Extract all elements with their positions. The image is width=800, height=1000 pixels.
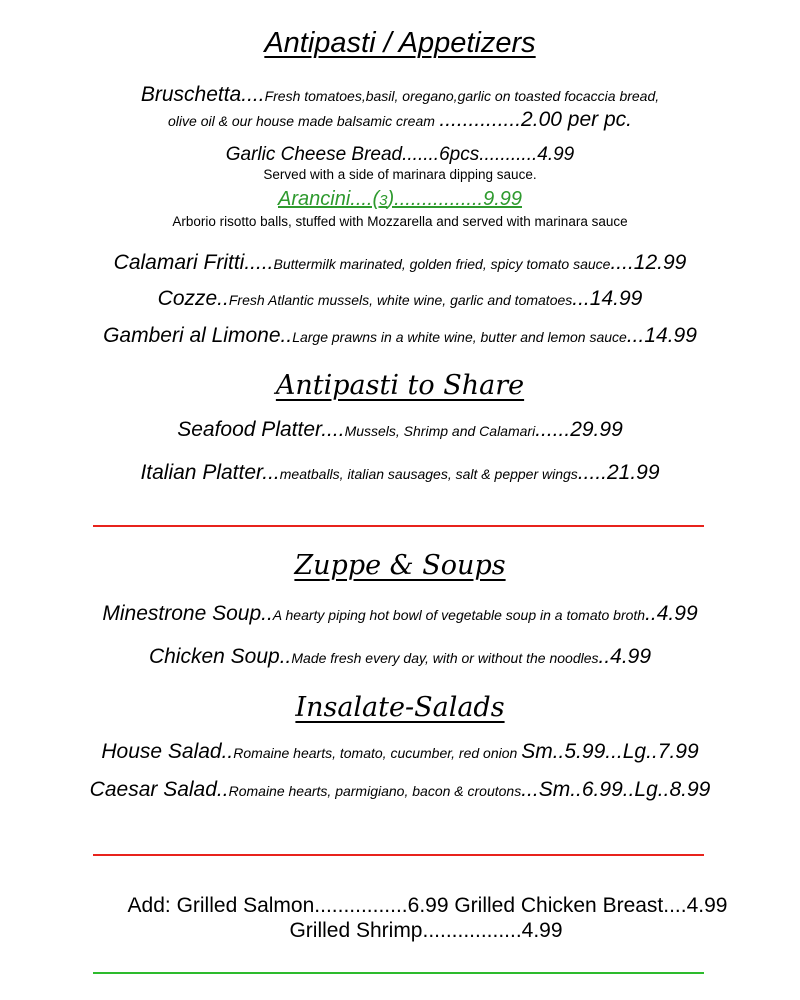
- bruschetta-name: Bruschetta....: [140, 83, 265, 106]
- seafood-platter-name: Seafood Platter....: [177, 418, 345, 441]
- gamberi-name: Gamberi al Limone..: [103, 324, 293, 347]
- caesar-salad-name: Caesar Salad..: [89, 778, 229, 801]
- appetizers-heading: Antipasti / Appetizers: [264, 27, 536, 59]
- seafood-platter-item: [0, 418, 800, 442]
- house-salad-desc: Romaine hearts, tomato, cucumber, red onion: [233, 745, 522, 761]
- calamari-price: ....12.99: [610, 251, 687, 274]
- minestrone-desc: A hearty piping hot bowl of vegetable soup in a tomato broth: [272, 607, 646, 623]
- bruschetta-line-2: [0, 108, 800, 132]
- gamberi-price: ...14.99: [626, 324, 697, 347]
- bruschetta-price: ..............2.00 per pc.: [439, 108, 632, 131]
- arancini-count: 3: [379, 192, 388, 209]
- bruschetta-desc-1: Fresh tomatoes,basil, oregano,garlic on toasted focaccia bread,: [264, 88, 660, 104]
- minestrone-name: Minestrone Soup..: [102, 602, 273, 625]
- chicken-soup-price: ..4.99: [598, 645, 652, 668]
- cozze-desc: Fresh Atlantic mussels, white wine, garlic and tomatoes: [228, 292, 573, 308]
- soups-heading: Zuppe & Soups: [294, 550, 506, 581]
- arancini-title: [0, 188, 800, 211]
- gamberi-item: [0, 324, 800, 348]
- bruschetta-line-1: [0, 83, 800, 107]
- addons-line-1: Add: Grilled Salmon................6.99 Grilled Chicken Breast....4.99: [127, 894, 728, 917]
- italian-platter-desc: meatballs, italian sausages, salt & pepper wings: [279, 466, 578, 482]
- salads-heading: Insalate-Salads: [295, 692, 505, 723]
- cozze-item: [0, 287, 800, 311]
- caesar-salad-price: ...Sm..6.99..Lg..8.99: [521, 778, 711, 801]
- house-salad-price: Sm..5.99...Lg..7.99: [521, 740, 699, 763]
- garlic-bread-title: Garlic Cheese Bread.......6pcs...........4.99: [225, 144, 575, 165]
- cozze-price: ...14.99: [572, 287, 643, 310]
- chicken-soup-desc: Made fresh every day, with or without the noodles: [291, 650, 599, 666]
- gamberi-desc: Large prawns in a white wine, butter and lemon sauce: [292, 329, 627, 345]
- garlic-bread-desc: Served with a side of marinara dipping sauce.: [263, 167, 537, 182]
- cozze-name: Cozze..: [157, 287, 229, 310]
- house-salad-name: House Salad..: [101, 740, 234, 763]
- minestrone-item: [0, 602, 800, 626]
- addons-line-2: Grilled Shrimp.................4.99: [289, 919, 563, 942]
- caesar-salad-item: [0, 778, 800, 802]
- bruschetta-desc-2: olive oil & our house made balsamic cream: [168, 113, 435, 129]
- chicken-soup-name: Chicken Soup..: [148, 645, 292, 668]
- arancini-price: )................9.99: [387, 188, 522, 210]
- share-heading: Antipasti to Share: [275, 370, 525, 401]
- chicken-soup-item: [0, 645, 800, 669]
- caesar-salad-desc: Romaine hearts, parmigiano, bacon & croutons: [228, 783, 522, 799]
- calamari-name: Calamari Fritti.....: [113, 251, 274, 274]
- calamari-item: [0, 251, 800, 275]
- house-salad-item: [0, 740, 800, 764]
- seafood-platter-desc: Mussels, Shrimp and Calamari: [344, 423, 536, 439]
- red-divider-2: [93, 854, 704, 856]
- italian-platter-price: .....21.99: [577, 461, 660, 484]
- italian-platter-item: [0, 461, 800, 485]
- seafood-platter-price: ......29.99: [535, 418, 623, 441]
- red-divider-1: [93, 525, 704, 527]
- green-divider: [93, 972, 704, 974]
- arancini-name: Arancini....(: [278, 188, 380, 210]
- arancini-desc: Arborio risotto balls, stuffed with Mozzarella and served with marinara sauce: [172, 214, 628, 229]
- calamari-desc: Buttermilk marinated, golden fried, spicy tomato sauce: [273, 256, 611, 272]
- italian-platter-name: Italian Platter...: [140, 461, 280, 484]
- minestrone-price: ..4.99: [645, 602, 698, 625]
